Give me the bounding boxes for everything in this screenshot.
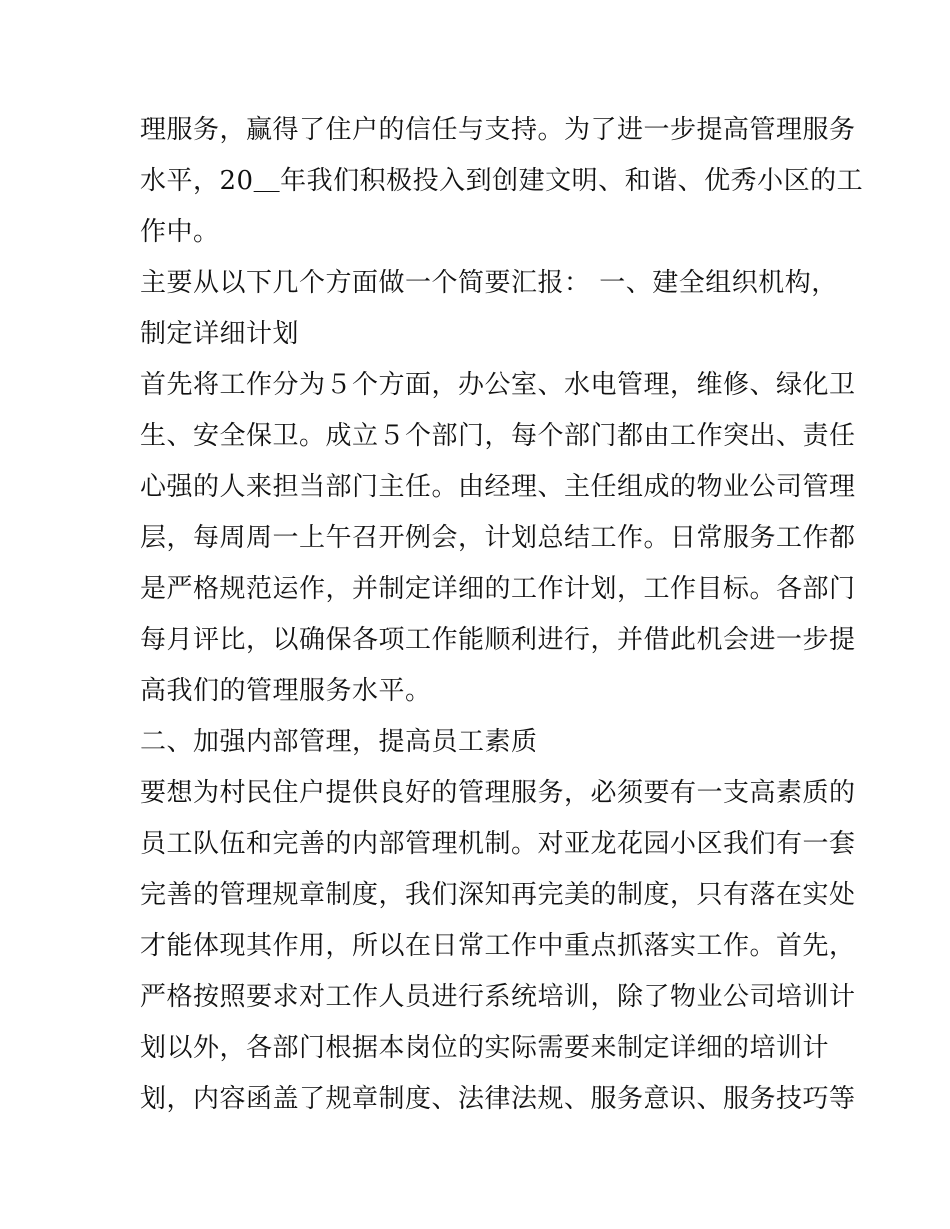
text-line: 员工队伍和完善的内部管理机制。对亚龙花园小区我们有一套 [140,829,856,859]
document-body [140,105,864,1125]
text-line: 水平，20＿年我们积极投入到创建文明、和谐、优秀小区的工 [140,166,864,196]
text-line: 生、安全保卫。成立５个部门，每个部门都由工作突出、责任 [140,421,856,451]
text-line: 心强的人来担当部门主任。由经理、主任组成的物业公司管理 [140,472,856,502]
text-line: 高我们的管理服务水平。 [140,676,432,706]
text-line: 主要从以下几个方面做一个简要汇报： 一、建全组织机构， [140,268,838,298]
text-line: 制定详细计划 [140,319,300,349]
text-line: 划，内容函盖了规章制度、法律法规、服务意识、服务技巧等 [140,1084,856,1114]
section-heading: 二、加强内部管理，提高员工素质 [140,727,538,757]
text-line: 要想为村民住户提供良好的管理服务，必须要有一支高素质的 [140,778,856,808]
text-line: 严格按照要求对工作人员进行系统培训，除了物业公司培训计 [140,982,856,1012]
text-line: 完善的管理规章制度，我们深知再完美的制度，只有落在实处 [140,880,856,910]
text-line: 理服务，赢得了住户的信任与支持。为了进一步提高管理服务 [140,115,856,145]
text-line: 每月评比，以确保各项工作能顺利进行，并借此机会进一步提 [140,625,856,655]
text-line: 层，每周周一上午召开例会，计划总结工作。日常服务工作都 [140,523,856,553]
text-line: 作中。 [140,217,220,247]
text-line: 首先将工作分为５个方面，办公室、水电管理，维修、绿化卫 [140,370,856,400]
text-line: 划以外，各部门根据本岗位的实际需要来制定详细的培训计 [140,1033,830,1063]
text-line: 是严格规范运作，并制定详细的工作计划，工作目标。各部门 [140,574,856,604]
text-line: 才能体现其作用，所以在日常工作中重点抓落实工作。首先， [140,931,856,961]
